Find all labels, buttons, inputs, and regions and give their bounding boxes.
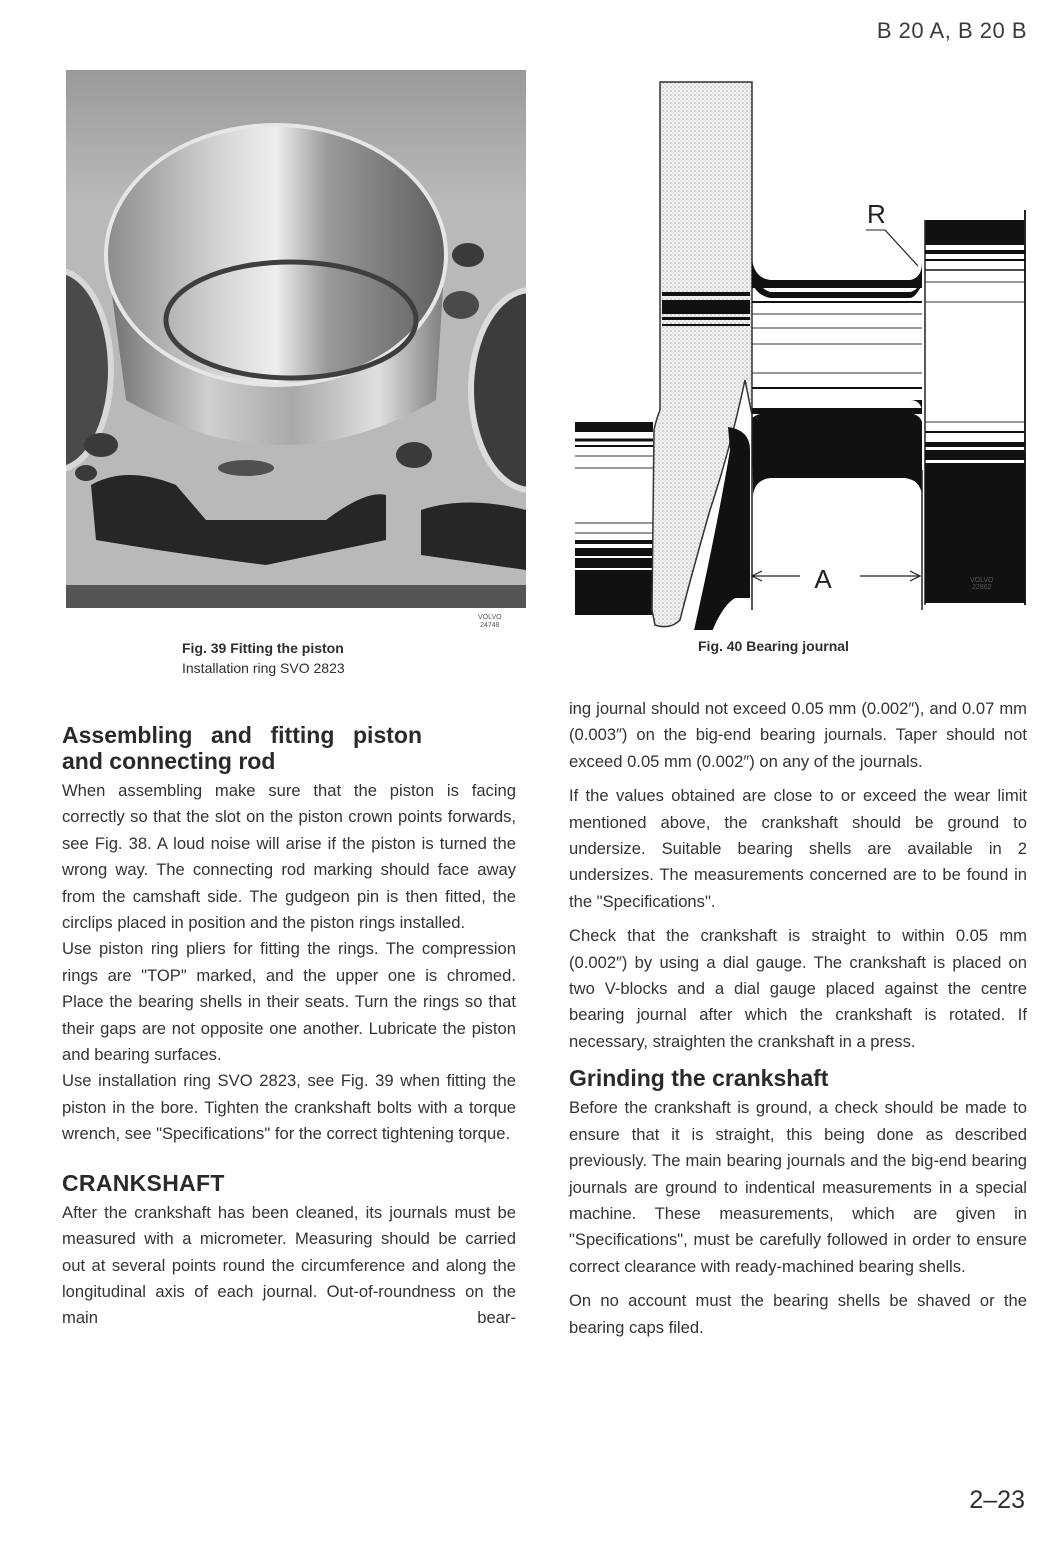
fig39-caption-subtitle: Installation ring SVO 2823 [182,660,345,676]
fig39-volvo-code [478,614,502,630]
page-header-models: B 20 A, B 20 B [876,18,1027,43]
heading-assembling-piston: Assembling and fitting piston and connecting rod [62,722,422,774]
left-text-column [62,722,516,1332]
paragraph-assembling-2: Use piston ring pliers for fitting the rings. The compression rings are "TOP" marked, and the upper one is chromed. Place the bearing shells in their seats. Turn the rings so that their gaps are not opposite one another. Lubricate the piston and bearing surfaces. [62,939,516,1065]
right-text-column [569,696,1027,1341]
paragraph-straightness-check: Check that the crankshaft is straight to within 0.05 mm (0.002″) by using a dial gauge. The crankshaft is placed on two V-blocks and a dial gauge placed against the centre bearing journal after which the crankshaft is rotated. If necessary, straighten the crankshaft in a press. [569,926,1027,1051]
heading-crankshaft: CRANKSHAFT [62,1169,225,1196]
paragraph-journal-tolerances: ing journal should not exceed 0.05 mm (0.002″), and 0.07 mm (0.003″) on the big-end bearing journals. Taper should not exceed 0.05 mm (0.002″) on any of the journals. [569,699,1027,771]
paragraph-assembling-3: Use installation ring SVO 2823, see Fig. 39 when fitting the piston in the bore. Tighten the crankshaft bolts with a torque wrench, see "Specifications" for the correct tightening torque. [62,1071,516,1144]
page-number: 2–23 [969,1486,1025,1514]
paragraph-crankshaft-1: After the crankshaft has been cleaned, its journals must be measured with a micrometer. Measuring should be carried out at several points round the circumference and along the longitudinal axis of each journal. Out-of-roundness on the main bear- [62,1202,516,1328]
fig39-code-brand: VOLVO [478,614,502,621]
paragraph-undersize: If the values obtained are close to or exceed the wear limit mentioned above, the crankshaft should be ground to undersize. Suitable bearing shells are available in 2 undersizes. The measurements concerned are to be found in the "Specifications". [569,786,1027,911]
fig40-caption [698,636,849,656]
fig40-volvo-code [970,577,994,591]
svg-text:A: A [814,564,832,594]
fig40-caption-title: Fig. 40 Bearing journal [698,638,849,654]
fig39-code-number: 24748 [480,622,500,629]
fig40-code-brand: VOLVO [970,577,994,584]
fig39-caption-title: Fig. 39 Fitting the piston [182,640,344,656]
fig40-bearing-journal-drawing [570,70,1040,630]
paragraph-no-shaving: On no account must the bearing shells be shaved or the bearing caps filed. [569,1291,1027,1337]
paragraph-assembling-1: When assembling make sure that the piston is facing correctly so that the slot on the piston crown points forwards, see Fig. 38. A loud noise will arise if the piston is turned the wrong way. The connecting rod marking should face away from the camshaft side. The gudgeon pin is then fitted, the circlips placed in position and the piston rings installed. [62,781,516,933]
fig40-code-number: 22862 [972,584,992,591]
fig39-caption [182,638,345,678]
heading-grinding-crankshaft: Grinding the crankshaft [569,1065,829,1092]
fig40-label-r: R [867,199,886,229]
paragraph-grinding: Before the crankshaft is ground, a check should be made to ensure that it is straight, this being done as described previously. The main bearing journals and the big-end bearing journals are ground to indentical measurements in a special machine. These measurements, which are given in "Specifications", must be carefully followed in order to ensure correct clearance with ready-machined bearing shells. [569,1098,1027,1276]
fig39-photo-piston-installation-ring [66,70,526,608]
